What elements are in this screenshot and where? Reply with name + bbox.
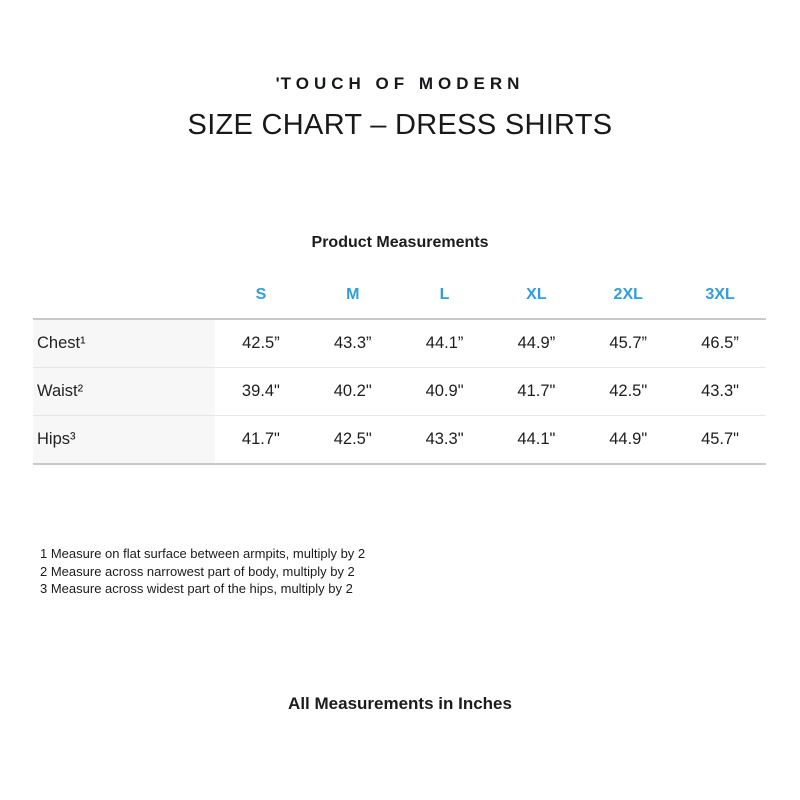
- chest-value-2xl: 45.7”: [609, 334, 648, 352]
- table-row-waist: [33, 368, 766, 416]
- table-caption: Product Measurements: [311, 234, 489, 251]
- size-header-2xl: 2XL: [613, 286, 643, 303]
- row-label-hips: Hips³: [33, 416, 215, 463]
- chest-value-m: 43.3”: [333, 334, 372, 352]
- chest-value-3xl: 46.5”: [701, 334, 739, 352]
- row-label-waist: Waist²: [33, 368, 215, 415]
- chest-value-xl: 44.9”: [517, 334, 556, 352]
- footnote-waist: 2 Measure across narrowest part of body, multiply by 2: [40, 563, 355, 579]
- brand-logo: [0, 74, 800, 94]
- size-header-m: M: [346, 286, 360, 303]
- waist-value-3xl: 43.3": [701, 382, 740, 400]
- logo-text: TOUCH OF MODERN: [280, 74, 525, 93]
- measurements-table: [33, 272, 766, 465]
- page-title: SIZE CHART – DRESS SHIRTS: [187, 109, 613, 141]
- hips-value-s: 41.7": [241, 430, 280, 448]
- hips-value-xl: 44.1": [517, 430, 556, 448]
- waist-value-s: 39.4": [241, 382, 280, 400]
- table-row-chest: [33, 320, 766, 368]
- hips-value-m: 42.5": [333, 430, 372, 448]
- waist-value-m: 40.2": [333, 382, 372, 400]
- footnote-hips: 3 Measure across widest part of the hips, multiply by 2: [40, 581, 353, 596]
- logo-apostrophe-mark: ': [275, 74, 281, 93]
- corner-cell: [33, 272, 215, 318]
- footnote-chest: 1 Measure on flat surface between armpits, multiply by 2: [40, 546, 366, 561]
- footnotes: [40, 545, 365, 598]
- waist-value-xl: 41.7": [517, 382, 556, 400]
- size-header-row: [33, 272, 766, 320]
- table-row-hips: [33, 416, 766, 465]
- size-header-s: S: [255, 286, 267, 303]
- waist-value-l: 40.9": [425, 382, 464, 400]
- chest-value-l: 44.1”: [425, 334, 464, 352]
- hips-value-2xl: 44.9": [609, 430, 648, 448]
- chest-value-s: 42.5”: [242, 334, 280, 352]
- row-label-chest: Chest¹: [33, 320, 215, 367]
- hips-value-3xl: 45.7": [701, 430, 740, 448]
- size-header-l: L: [439, 286, 450, 303]
- size-header-3xl: 3XL: [705, 286, 735, 303]
- size-header-xl: XL: [526, 286, 547, 303]
- waist-value-2xl: 42.5": [609, 382, 648, 400]
- hips-value-l: 43.3": [425, 430, 464, 448]
- footer-note: All Measurements in Inches: [288, 694, 512, 713]
